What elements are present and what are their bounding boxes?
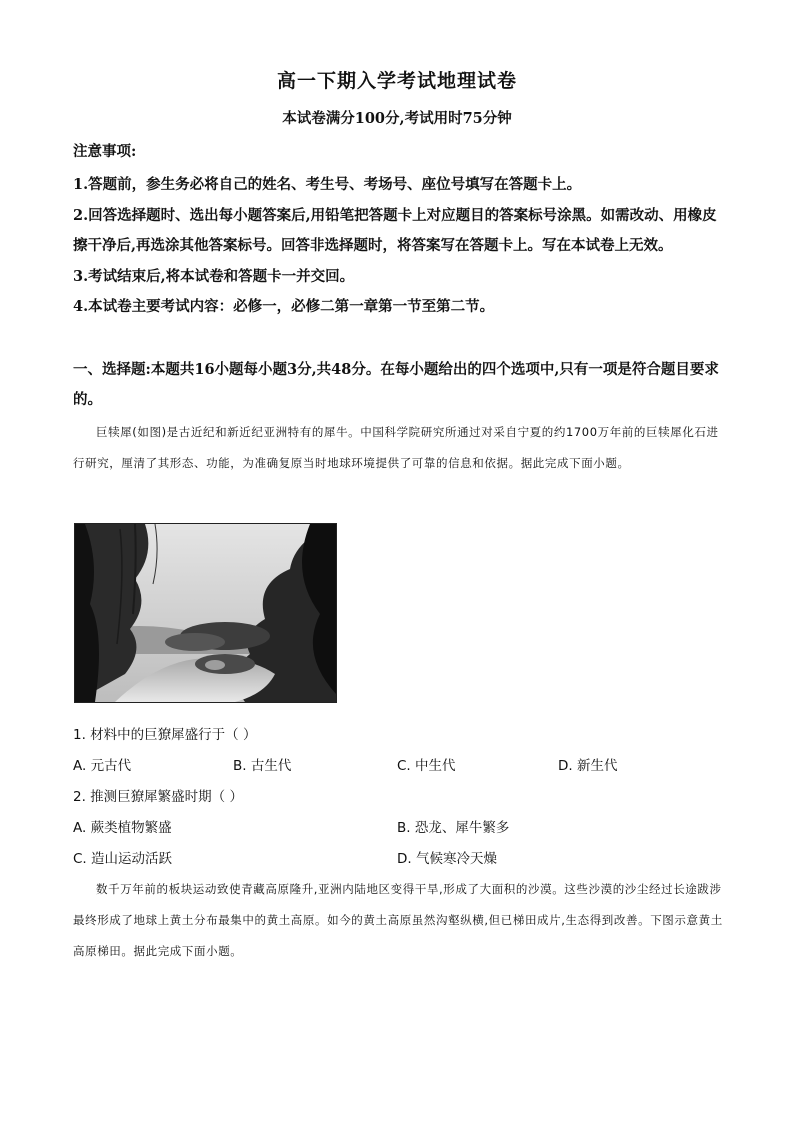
section-heading: 一、选择题:本题共16小题每小题3分,共48分。在每小题给出的四个选项中,只有一项是符合题目要求的。 — [73, 361, 719, 408]
q2-option-d: D. 气候寒冷天燥 — [397, 851, 497, 867]
question-1-stem: 1. 材料中的巨獠犀盛行于（ ） — [73, 727, 257, 743]
note-item: 1.答题前，参生务必将自己的姓名、考生号、考场号、座位号填写在答题卡上。 — [73, 176, 582, 193]
passage-rhino: 巨犊犀(如图)是古近纪和新近纪亚洲特有的犀牛。中国科学院研究所通过对采自宁夏的约1700万年前的巨犊犀化石进行研究，厘清了其形态、功能，为准确复原当时地球环境提供了可靠的信息和依据。据此完成下面小题。 — [73, 425, 719, 470]
note-item: 3.考试结束后,将本试卷和答题卡一并交回。 — [73, 267, 355, 285]
q2-option-b: B. 恐龙、犀牛繁多 — [397, 820, 510, 836]
landscape-photo — [74, 523, 337, 703]
q1-option-b: B. 古生代 — [233, 758, 292, 774]
passage-loess-plateau: 数千万年前的板块运动致使青藏高原隆升,亚洲内陆地区变得干旱,形成了大面积的沙漠。这些沙漠的沙尘经过长途跋涉最终形成了地球上黄土分布最集中的黄土高原。如今的黄土高原虽然沟壑纵横,但已梯田成片,生态得到改善。下图示意黄土高原梯田。据此完成下面小题。 — [73, 882, 723, 958]
notes-list — [73, 170, 723, 323]
q1-option-a: A. 元古代 — [73, 758, 132, 774]
note-item: 2.回答选择题时、选出每小题答案后,用铅笔把答题卡上对应题目的答案标号涂黑。如需改动、用橡皮擦干净后,再选涂其他答案标号。回答非选择题时，将答案写在答题卡上。写在本试卷上无效。 — [73, 206, 717, 255]
note-item: 4.本试卷主要考试内容：必修一，必修二第一章第一节至第二节。 — [73, 298, 495, 316]
question-2-stem: 2. 推测巨獠犀繁盛时期（ ） — [73, 789, 243, 805]
q2-option-a: A. 蕨类植物繁盛 — [73, 820, 172, 836]
exam-subtitle: 本试卷满分100分,考试用时75分钟 — [282, 110, 512, 127]
q2-option-c: C. 造山运动活跃 — [73, 851, 173, 867]
q1-option-c: C. 中生代 — [397, 758, 456, 774]
q1-option-d: D. 新生代 — [558, 758, 618, 774]
notes-heading: 注意事项: — [73, 143, 137, 160]
exam-title: 高一下期入学考试地理试卷 — [276, 70, 517, 92]
